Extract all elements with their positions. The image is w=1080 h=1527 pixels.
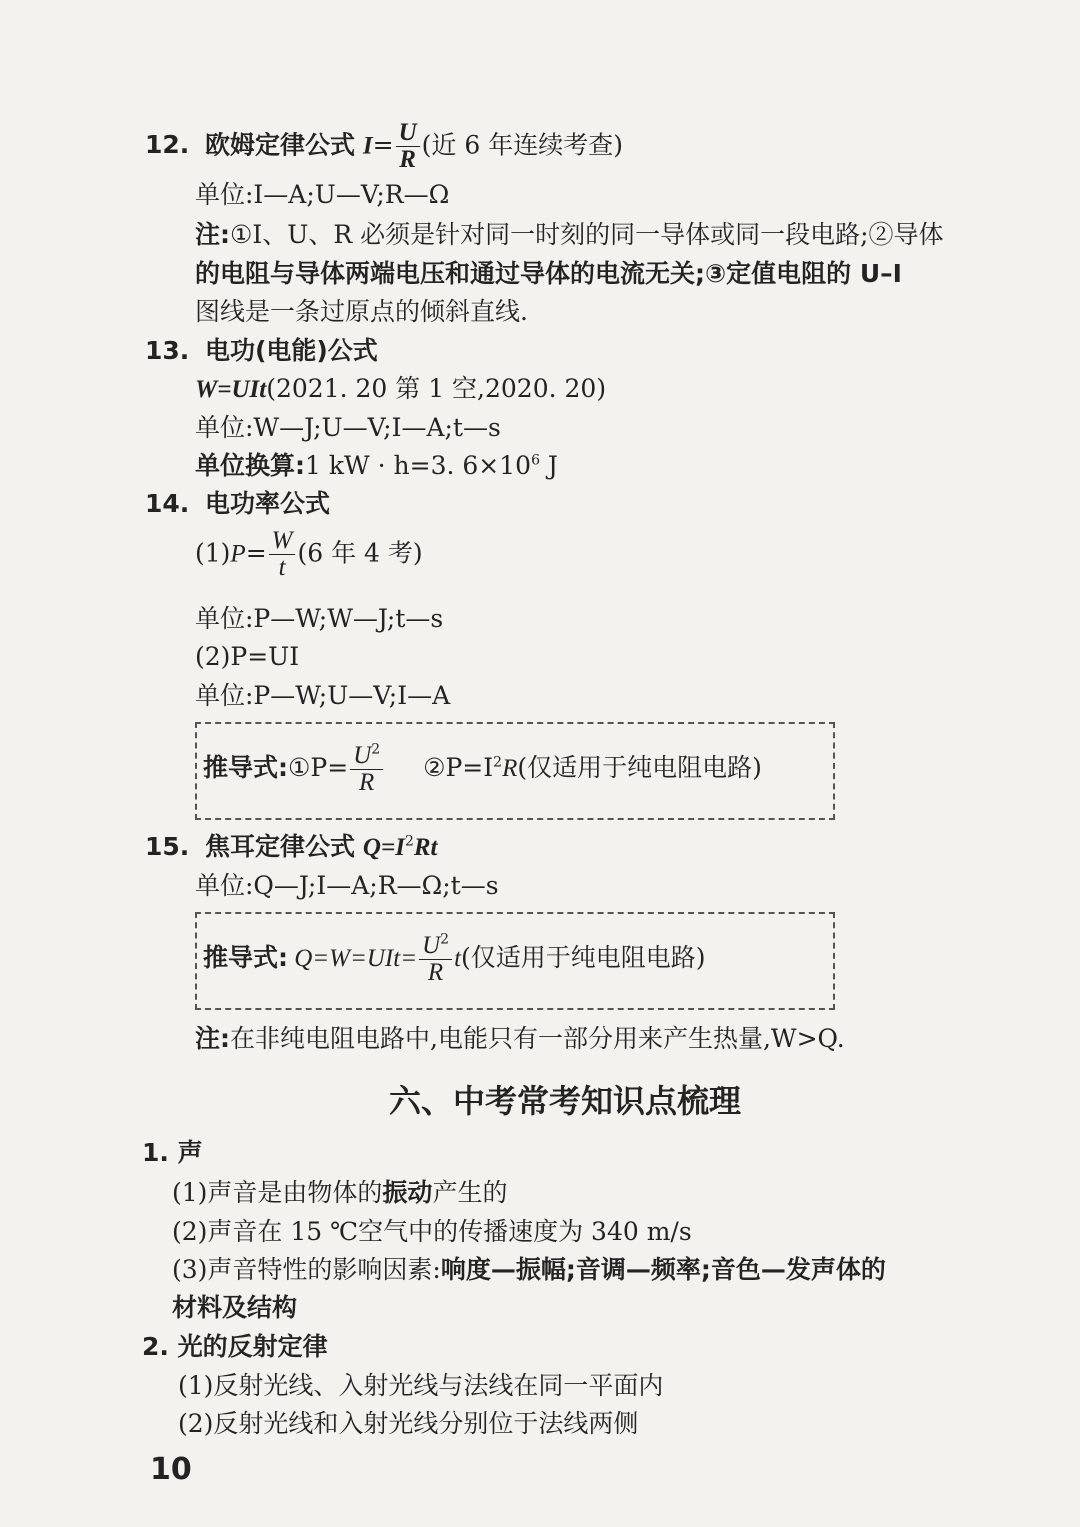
item-12-note-3: 图线是一条过原点的倾斜直线. xyxy=(195,297,528,326)
item-13-units: 单位:W—J;U—V;I—A;t—s xyxy=(195,413,501,442)
point-1-title: 1. 声 xyxy=(142,1138,203,1167)
formula-note: (近 6 年连续考查) xyxy=(421,130,623,160)
formula-lhs: P xyxy=(230,540,246,568)
line-text: 产生的 xyxy=(432,1178,508,1207)
item-14-formula-2: (2)P=UI xyxy=(195,642,300,671)
item-title: 焦耳定律公式 xyxy=(204,832,355,861)
item-title: 电功率公式 xyxy=(204,489,330,518)
conversion-label: 单位换算: xyxy=(195,451,305,480)
item-13-conversion xyxy=(195,453,558,478)
derived-2-a: ②P=I xyxy=(423,752,494,782)
line-text: (1)声音是由物体的 xyxy=(172,1178,383,1207)
fraction-numerator: $U^2$ xyxy=(350,742,383,770)
formula-exponent: 2 xyxy=(404,833,414,850)
fraction-denominator: t xyxy=(278,554,286,582)
item-14-units-1: 单位:P—W;W—J;t—s xyxy=(195,604,444,633)
point-2-line-2: (2)反射光线和入射光线分别位于法线两侧 xyxy=(178,1409,639,1438)
item-15-heading xyxy=(145,834,438,860)
item-title: 欧姆定律公式 xyxy=(204,130,355,160)
formula-fraction xyxy=(269,528,296,582)
item-12-units: 单位:I—A;U—V;R—Ω xyxy=(195,180,450,209)
formula-eq: = xyxy=(372,130,394,160)
item-15-note xyxy=(195,1026,845,1051)
item-13-formula xyxy=(195,376,606,402)
derived-formula xyxy=(203,932,706,987)
formula-b: Rt xyxy=(413,834,438,861)
fraction-numerator: U xyxy=(396,120,420,147)
conversion-value: 1 kW · h=3. 6×10 xyxy=(305,451,532,480)
item-number: 15. xyxy=(145,832,190,861)
derived-label: 推导式: xyxy=(203,942,288,972)
item-number: 13. xyxy=(145,336,190,365)
item-13-heading xyxy=(145,338,378,363)
derived-label: 推导式: xyxy=(203,752,288,782)
item-15-units: 单位:Q—J;I—A;R—Ω;t—s xyxy=(195,871,499,900)
item-14-units-2: 单位:P—W;U—V;I—A xyxy=(195,681,451,710)
line-emphasis: 响度—振幅;音调—频率;音色—发声体的 xyxy=(440,1255,886,1284)
line-emphasis: 振动 xyxy=(382,1178,433,1207)
line-text: (3)声音特性的影响因素: xyxy=(172,1255,441,1284)
conversion-exponent: 6 xyxy=(531,452,540,469)
section-title: 六、中考常考知识点梳理 xyxy=(388,1082,741,1120)
fraction-denominator: R xyxy=(359,769,375,797)
page-number: 10 xyxy=(150,1452,192,1487)
item-12-heading xyxy=(145,120,623,174)
point-2-line-1: (1)反射光线、入射光线与法线在同一平面内 xyxy=(178,1371,664,1400)
item-15-derived-box xyxy=(195,912,835,1010)
note-label: 注: xyxy=(195,220,230,249)
derived-formulas xyxy=(203,742,762,797)
formula: W=UIt xyxy=(195,376,267,403)
fraction-denominator: R xyxy=(399,146,416,174)
item-12-note-2: 的电阻与导体两端电压和通过导体的电流无关;③定值电阻的 U–I xyxy=(195,259,902,288)
point-2-title: 2. 光的反射定律 xyxy=(142,1332,328,1361)
point-1-line-2: (2)声音在 15 ℃空气中的传播速度为 340 m/s xyxy=(172,1217,692,1246)
item-12-note-1 xyxy=(195,222,944,247)
conversion-unit: J xyxy=(539,451,558,480)
derived-1-fraction xyxy=(350,742,383,797)
formula-note: (2021. 20 第 1 空,2020. 20) xyxy=(266,374,607,403)
fraction-denominator: R xyxy=(427,959,444,987)
item-14-formula-1 xyxy=(195,528,423,582)
derived-suffix: t xyxy=(454,944,462,972)
item-number: 12. xyxy=(145,130,190,160)
point-1-line-1 xyxy=(172,1180,507,1205)
fraction-numerator: $U^2$ xyxy=(419,932,452,960)
derived-2-exponent: 2 xyxy=(493,754,503,771)
item-14-heading xyxy=(145,491,330,516)
formula-lhs: I xyxy=(362,132,373,160)
note-text: ①I、U、R 必须是针对同一时刻的同一导体或同一段电路;②导体 xyxy=(230,220,944,249)
fraction-numerator: W xyxy=(269,528,296,555)
formula-prefix: (1) xyxy=(195,538,231,568)
derived-prefix: Q=W=UIt= xyxy=(288,944,418,972)
point-1-line-3 xyxy=(172,1257,886,1282)
formula-fraction xyxy=(396,120,420,174)
derived-2-note: (仅适用于纯电阻电路) xyxy=(517,752,762,782)
point-1-line-4: 材料及结构 xyxy=(172,1293,298,1322)
formula-eq: = xyxy=(245,538,267,568)
note-text: 在非纯电阻电路中,电能只有一部分用来产生热量,W>Q. xyxy=(230,1024,845,1053)
derived-fraction xyxy=(419,932,452,987)
formula-a: Q=I xyxy=(362,834,405,861)
derived-note: (仅适用于纯电阻电路) xyxy=(461,942,706,972)
derived-1-prefix: ①P= xyxy=(288,752,349,782)
note-label: 注: xyxy=(195,1024,230,1053)
item-title: 电功(电能)公式 xyxy=(204,336,378,365)
item-number: 14. xyxy=(145,489,190,518)
formula-note: (6 年 4 考) xyxy=(297,538,423,568)
derived-2-b: R xyxy=(502,754,518,782)
item-14-derived-box xyxy=(195,722,835,820)
